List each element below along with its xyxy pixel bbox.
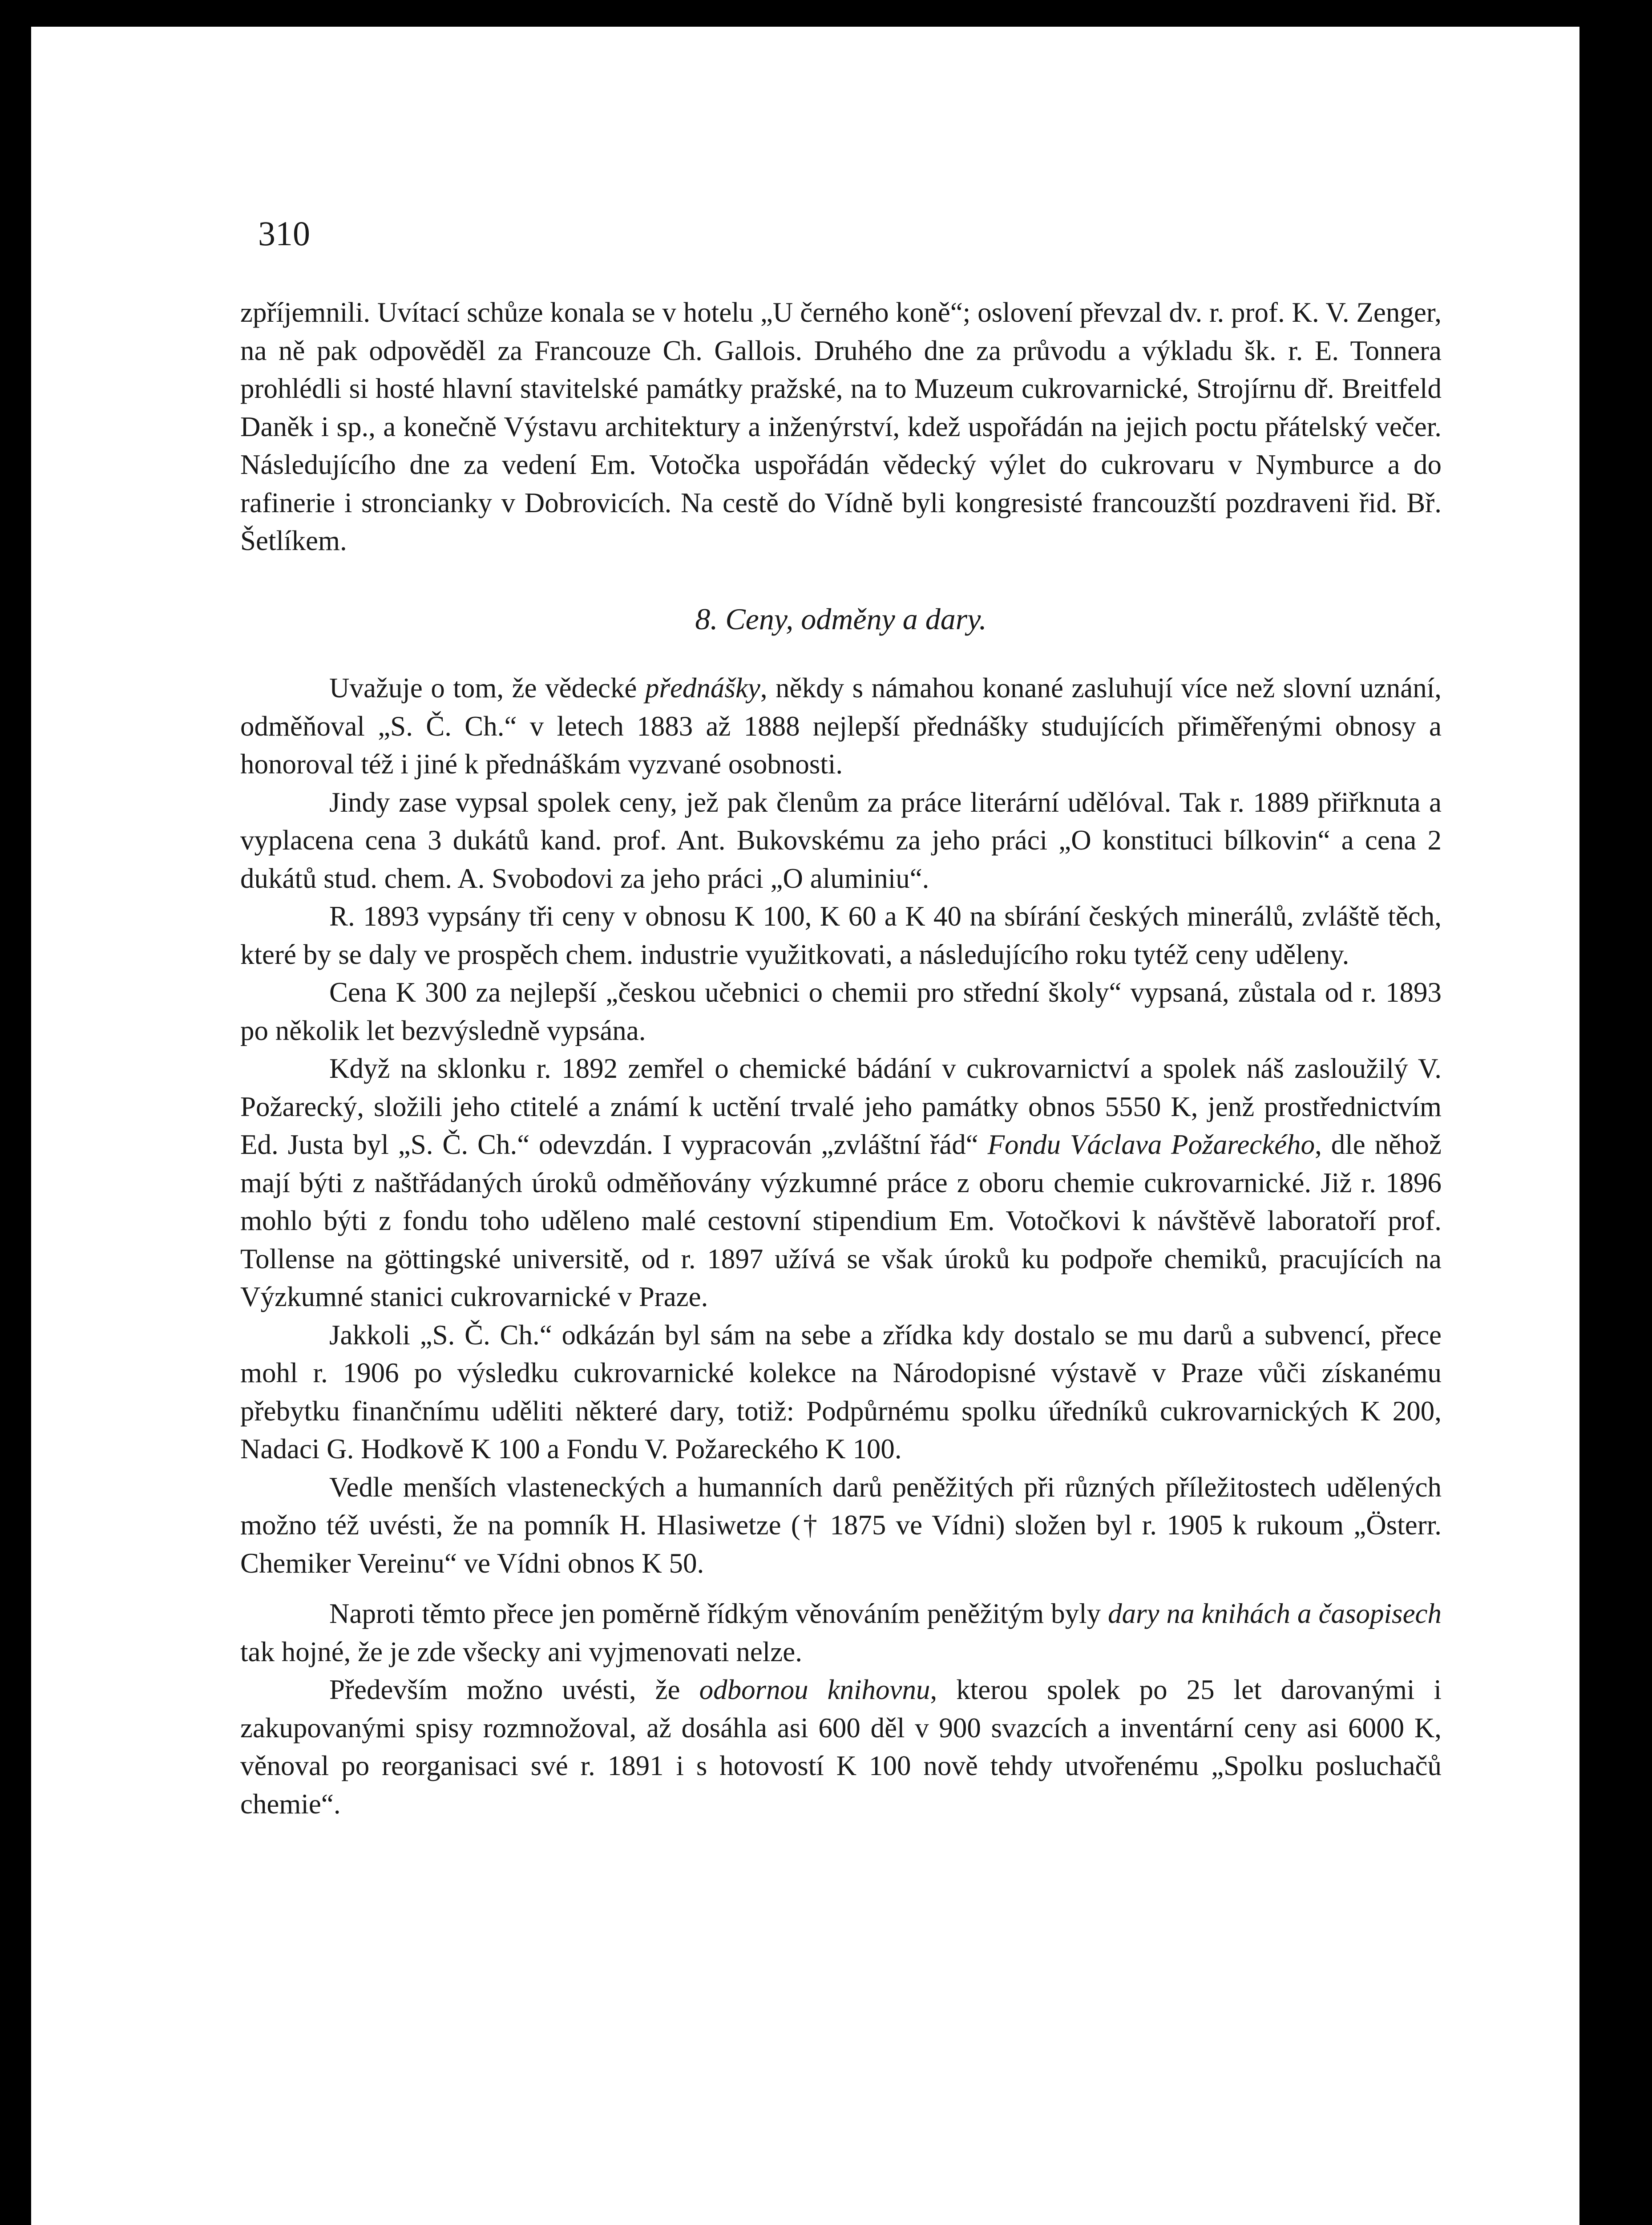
paragraph-exhibition-gifts: Jakkoli „S. Č. Ch.“ odkázán byl sám na sebe a zřídka kdy dostalo se mu darů a subvencí, přece mohl r. 1906 po výsledku cukrovarnické kolekce na Národopisné výstavě v Praze vůči získanému přebytku finančnímu uděliti některé dary, totiž: Podpůrnému spolku úředníků cukrovarnických K 200, Nadaci G. Hodkově K 100 a Fondu V. Požareckého K 100. — [240, 1319, 1442, 1464]
page-number: 310 — [258, 214, 310, 253]
emphasis-lectures: přednášky — [645, 672, 760, 704]
text-run: , dle něhož mají býti z naštřádaných úroků odměňovány výzkumné práce z oboru chemie cukrovarnické. Již r. 1896 mohlo býti z fondu toho uděleno malé cestovní stipendium Em. Votočkovi k návštěvě laboratoří prof. Tollense na göttingské universitě, od r. 1897 užívá se však úroků ku podpoře chemiků, pracujících na Výzkumné stanici cukrovarnické v Praze. — [240, 1129, 1442, 1312]
emphasis-fund-name: Fondu Václava Požareckého — [987, 1129, 1315, 1160]
paragraph-prizes-1889: Jindy zase vypsal spolek ceny, jež pak členům za práce literární udělóval. Tak r. 1889 přiřknuta a vyplacena cena 3 dukátů kand. prof. Ant. Bukovskému za jeho práci „O konstituci bílkovin“ a cena 2 dukátů stud. chem. A. Svobodovi za jeho práci „O aluminiu“. — [240, 786, 1442, 894]
paragraph-textbook-prize: Cena K 300 za nejlepší „českou učebnici o chemii pro střední školy“ vypsaná, zůstala od r. 1893 po několik let bezvýsledně vypsána. — [240, 977, 1442, 1046]
paragraph-lectures — [240, 669, 1442, 784]
section-title: 8. Ceny, odměny a dary. — [695, 602, 987, 636]
emphasis-book-gifts: dary na knihách a časopisech — [1108, 1598, 1442, 1629]
paragraph-prizes-1893: R. 1893 vypsány tři ceny v obnosu K 100, K 60 a K 40 na sbírání českých minerálů, zvláště těch, které by se daly ve prospěch chem. industrie využitkovati, a následujícího roku tytéž ceny uděleny. — [240, 901, 1442, 970]
text-run: , kterou spolek po 25 let darovanými i zakupovanými spisy rozmnožoval, až dosáhla asi 600 děl v 900 svazcích a inventární ceny asi 6000 K, věnoval po reorganisaci své r. 1891 i s hotovostí K 100 nově tehdy utvořenému „Spolku posluchačů chemie“. — [240, 1674, 1442, 1820]
book-page — [31, 27, 1579, 2225]
text-run: , někdy s námahou konané zasluhují více než slovní uznání, odměňoval „S. Č. Ch.“ v letech 1883 až 1888 nejlepší přednášky studujících přiměřenými obnosy a honoroval též i jiné k přednáškám vyzvané osobnosti. — [240, 672, 1442, 780]
text-run: Když na sklonku r. 1892 zemřel o chemické bádání v cukrovarnictví a spolek náš zasloužilý V. Požarecký, složili jeho ctitelé a známí k uctění trvalé jeho památky obnos 5550 K, jenž prostřednictvím Ed. Justa byl „S. Č. Ch.“ odevzdán. I vypracován „zvláštní řád“ — [240, 1053, 1442, 1160]
paragraph-intro: zpříjemnili. Uvítací schůze konala se v hotelu „U černého koně“; oslovení převzal dv. r. prof. K. V. Zenger, na ně pak odpověděl za Francouze Ch. Gallois. Druhého dne za průvodu a výkladu šk. r. E. Tonnera prohlédli si hosté hlavní stavitelské památky pražské, na to Muzeum cukrovarnické, Strojírnu dř. Breitfeld Daněk i sp., a konečně Výstavu architektury a inženýrství, kdež uspořádán na jejich poctu přátelský večer. Následujícího dne za vedení Em. Votočka uspořádán vědecký výlet do cukrovaru v Nymburce a do rafinerie i stroncianky v Dobrovicích. Na cestě do Vídně byli kongresisté francouzští pozdraveni řid. Bř. Šetlíkem. — [240, 297, 1442, 556]
paragraph-library — [240, 1671, 1442, 1823]
page-content — [240, 294, 1442, 1823]
text-run: Naproti těmto přece jen poměrně řídkým věnováním peněžitým byly — [329, 1598, 1108, 1629]
text-run: Především možno uvésti, že — [329, 1674, 699, 1705]
paragraph-pozarecky-fund — [240, 1050, 1442, 1316]
paragraph-monument: Vedle menších vlasteneckých a humanních darů peněžitých při různých příležitostech udělených možno též uvésti, že na pomník H. Hlasiwetze († 1875 ve Vídni) složen byl r. 1905 k rukoum „Österr. Chemiker Vereinu“ ve Vídni obnos K 50. — [240, 1471, 1442, 1579]
paragraph-gap — [240, 1582, 1442, 1595]
text-run: Uvažuje o tom, že vědecké — [329, 672, 645, 704]
emphasis-library: odbornou knihovnu — [699, 1674, 930, 1705]
text-run: tak hojné, že je zde všecky ani vyjmenovati nelze. — [240, 1636, 802, 1667]
paragraph-book-gifts — [240, 1595, 1442, 1671]
